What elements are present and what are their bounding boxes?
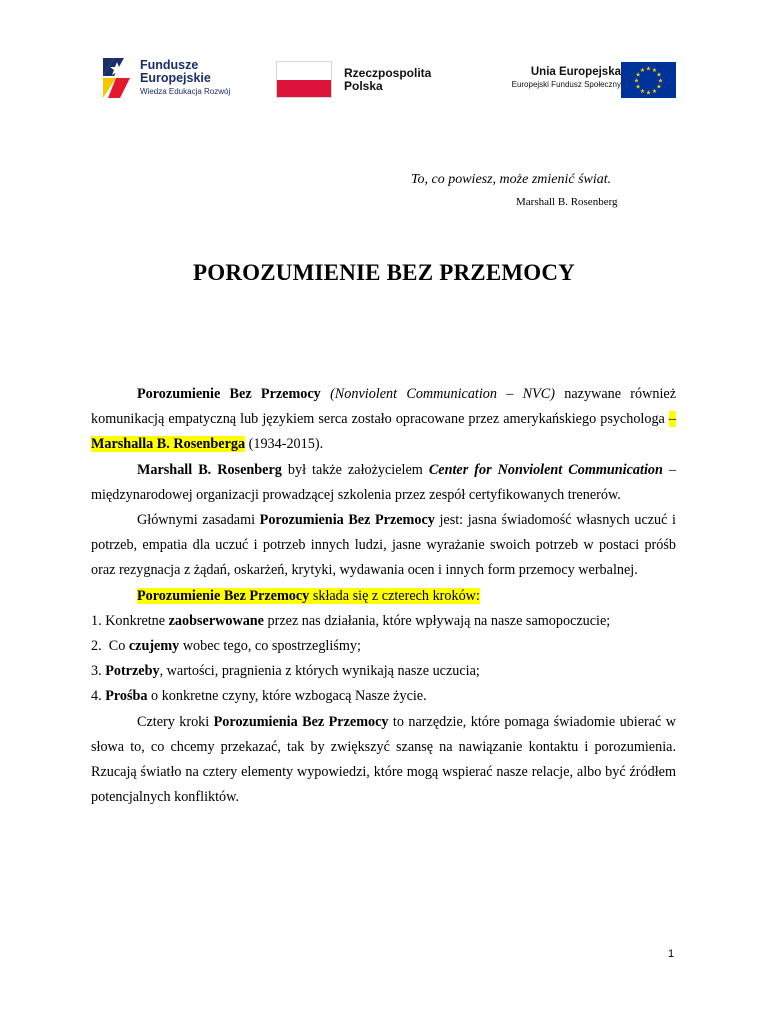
eu-line2: Europejski Fundusz Społeczny	[511, 80, 621, 89]
svg-text:★: ★	[635, 71, 641, 79]
svg-text:★: ★	[656, 83, 662, 91]
fe-line2: Europejskie	[140, 71, 211, 85]
term-pbp: Porozumienia Bez Przemocy	[213, 713, 389, 730]
term-nvc: (Nonviolent Communication – NVC)	[330, 386, 555, 402]
highlight-steps: składa się z czterech kroków:	[309, 587, 480, 604]
page-title: POROZUMIENIE BEZ PRZEMOCY	[193, 260, 575, 285]
pl-line1: Rzeczpospolita	[344, 66, 432, 80]
svg-text:★: ★	[639, 87, 646, 95]
list-item-step-4: 4. Prośba o konkretne czyny, które wzbogacą Nasze życie.	[91, 688, 427, 705]
list-item-step-3: 3. Potrzeby, wartości, pragnienia z których wynikają nasze uczucia;	[91, 663, 480, 680]
eu-logo-text	[476, 65, 621, 91]
svg-text:★: ★	[656, 71, 662, 79]
svg-text:★: ★	[635, 83, 641, 91]
fe-logo-text	[140, 59, 230, 98]
svg-text:★: ★	[645, 89, 652, 97]
eu-flag-icon	[621, 62, 676, 98]
term-pbp: Porozumienia Bez Przemocy	[259, 512, 435, 529]
svg-text:★: ★	[651, 87, 658, 95]
highlight-rosenberg: Marshalla B. Rosenberga	[91, 436, 246, 453]
motto-author: Marshall B. Rosenberg	[516, 196, 618, 208]
highlight-pbp: Porozumienie Bez Przemocy	[137, 587, 310, 604]
paragraph-steps-intro	[91, 584, 676, 609]
paragraph-conclusion: Cztery kroki Porozumienia Bez Przemocy to narzędzie, które pomaga świadomie ubierać w słowa to, co chcemy przekazać, tak by zwiększyć szansę na nawiązanie kontaktu i porozumienia. Rzucają światło na cztery elementy wypowiedzi, które mogą wspierać nasze relacje, albo być źródłem potencjalnych konfliktów.	[91, 713, 676, 806]
term-pbp: Porozumienie Bez Przemocy	[137, 386, 321, 402]
list-item-step-1: 1. Konkretne zaobserwowane przez nas działania, które wpływają na nasze samopoczucie;	[91, 612, 611, 629]
svg-text:★: ★	[651, 67, 658, 75]
fe-line1: Fundusze	[140, 58, 199, 72]
svg-text:★: ★	[657, 77, 664, 85]
svg-text:★: ★	[633, 77, 640, 85]
page-number: 1	[668, 948, 675, 960]
pl-line2: Polska	[344, 79, 383, 93]
list-item-step-2: 2. Co czujemy wobec tego, co spostrzegliśmy;	[91, 638, 361, 655]
fe-line3: Wiedza Edukacja Rozwój	[140, 87, 231, 96]
paragraph-principles: Głównymi zasadami Porozumienia Bez Przemocy jest: jasna świadomość własnych uczuć i potrzeb, empatia dla uczuć i potrzeb innych ludzi, jasne wyrażanie swoich potrzeb w postaci próśb oraz rezygnacja z żądań, oskarżeń, krytyki, wydawania ocen i innych form przemocy werbalnej.	[91, 512, 676, 579]
motto-quote: To, co powiesz, może zmienić świat.	[411, 172, 612, 187]
term-cnvc: Center for Nonviolent Communication	[428, 461, 663, 478]
logo-bar	[0, 0, 768, 120]
paragraph-founder: Marshall B. Rosenberg był także założycielem Center for Nonviolent Communication – międzynarodowej organizacji prowadzącej szkolenia przez zespół certyfikowanych trenerów.	[91, 461, 677, 503]
document-body	[91, 382, 676, 810]
svg-text:★: ★	[645, 65, 652, 73]
svg-text:★: ★	[639, 67, 646, 75]
polish-flag-icon	[276, 61, 332, 98]
highlight-dash: –	[668, 411, 676, 428]
fe-star-icon	[100, 54, 134, 100]
name-rosenberg: Marshall B. Rosenberg	[137, 461, 282, 478]
paragraph-intro: Porozumienie Bez Przemocy (Nonviolent Communication – NVC) nazywane również komunikacją empatyczną lub językiem serca zostało opracowane przez amerykańskiego psychologa – Marshalla B. Rosenberga (1934-2015).	[91, 386, 676, 453]
eu-line1: Unia Europejska	[530, 66, 621, 78]
pl-logo-text	[344, 67, 431, 93]
